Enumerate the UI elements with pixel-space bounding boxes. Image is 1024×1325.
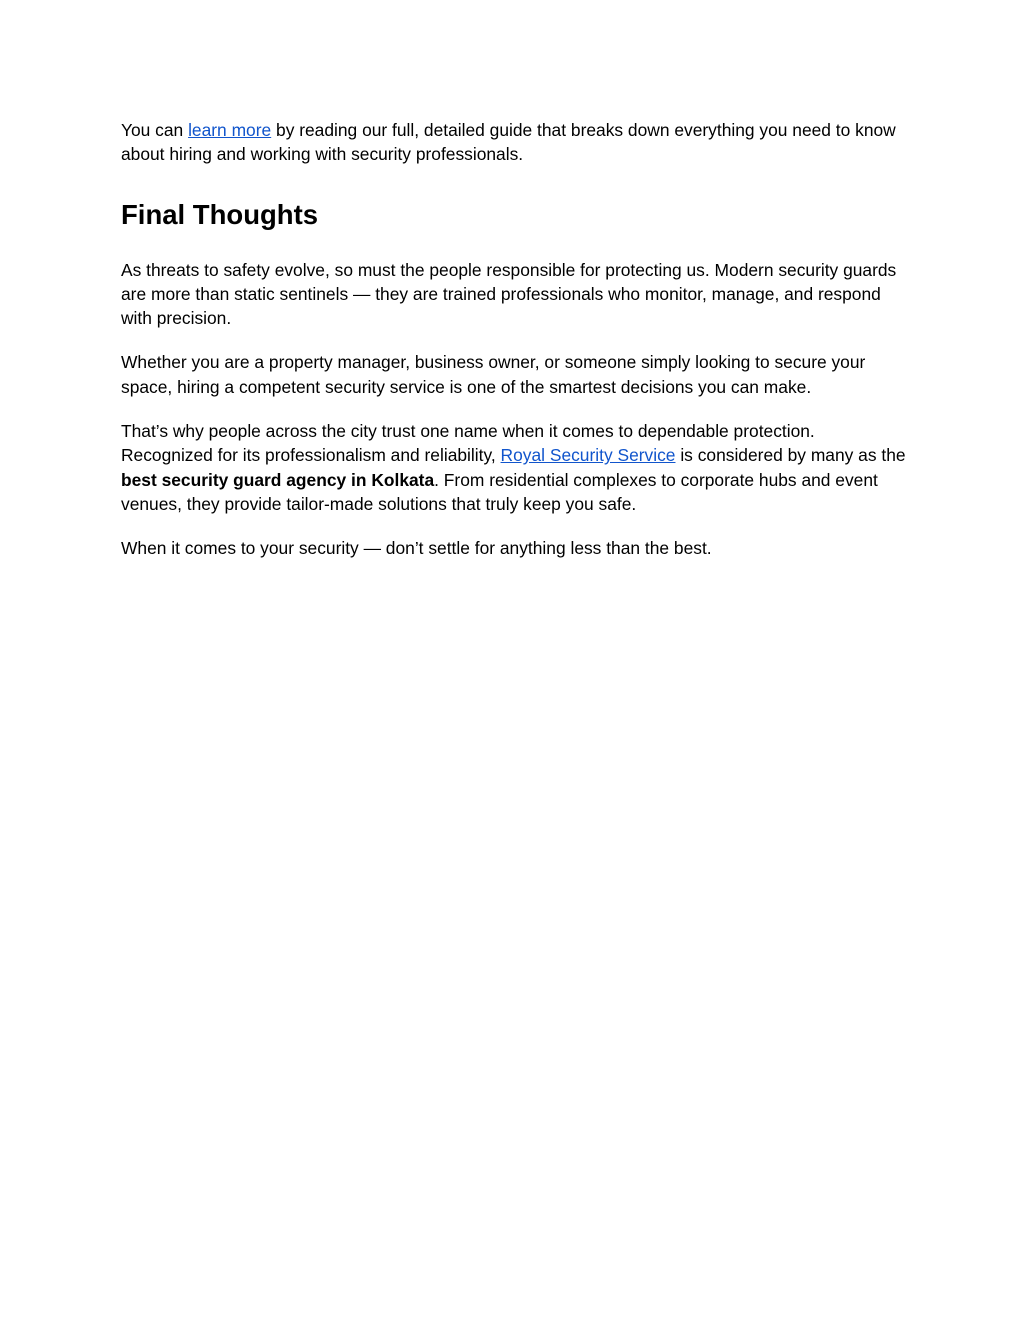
- trust-text-after: . From residential complexes to corporate hubs and event venues, they provide tailor-made solutions that truly keep you safe.: [121, 469, 878, 514]
- intro-paragraph: [121, 118, 911, 167]
- intro-text-after: by reading our full, detailed guide that breaks down everything you need to know about hiring and working with security professionals.: [121, 120, 896, 165]
- bold-agency-phrase: best security guard agency in Kolkata: [121, 469, 435, 490]
- paragraph-hiring: Whether you are a property manager, business owner, or someone simply looking to secure your space, hiring a competent security service is one of the smartest decisions you can make.: [121, 352, 866, 397]
- paragraph-closing: When it comes to your security — don’t settle for anything less than the best.: [121, 538, 712, 559]
- royal-security-service-link[interactable]: Royal Security Service: [500, 445, 676, 466]
- paragraph-trust: [121, 419, 911, 516]
- document-body: [121, 118, 911, 561]
- learn-more-link[interactable]: learn more: [188, 120, 272, 140]
- section-heading: Final Thoughts: [121, 198, 319, 230]
- trust-text-middle: is considered by many as the: [675, 445, 906, 466]
- trust-text-before: That’s why people across the city trust one name when it comes to dependable protection. Recognized for its professionalism and reliability,: [121, 421, 815, 466]
- paragraph-threats: As threats to safety evolve, so must the people responsible for protecting us. Modern security guards are more than static sentinels — they are trained professionals who monitor, manage, and respond with precision.: [121, 259, 897, 329]
- intro-text-before: You can: [121, 120, 189, 140]
